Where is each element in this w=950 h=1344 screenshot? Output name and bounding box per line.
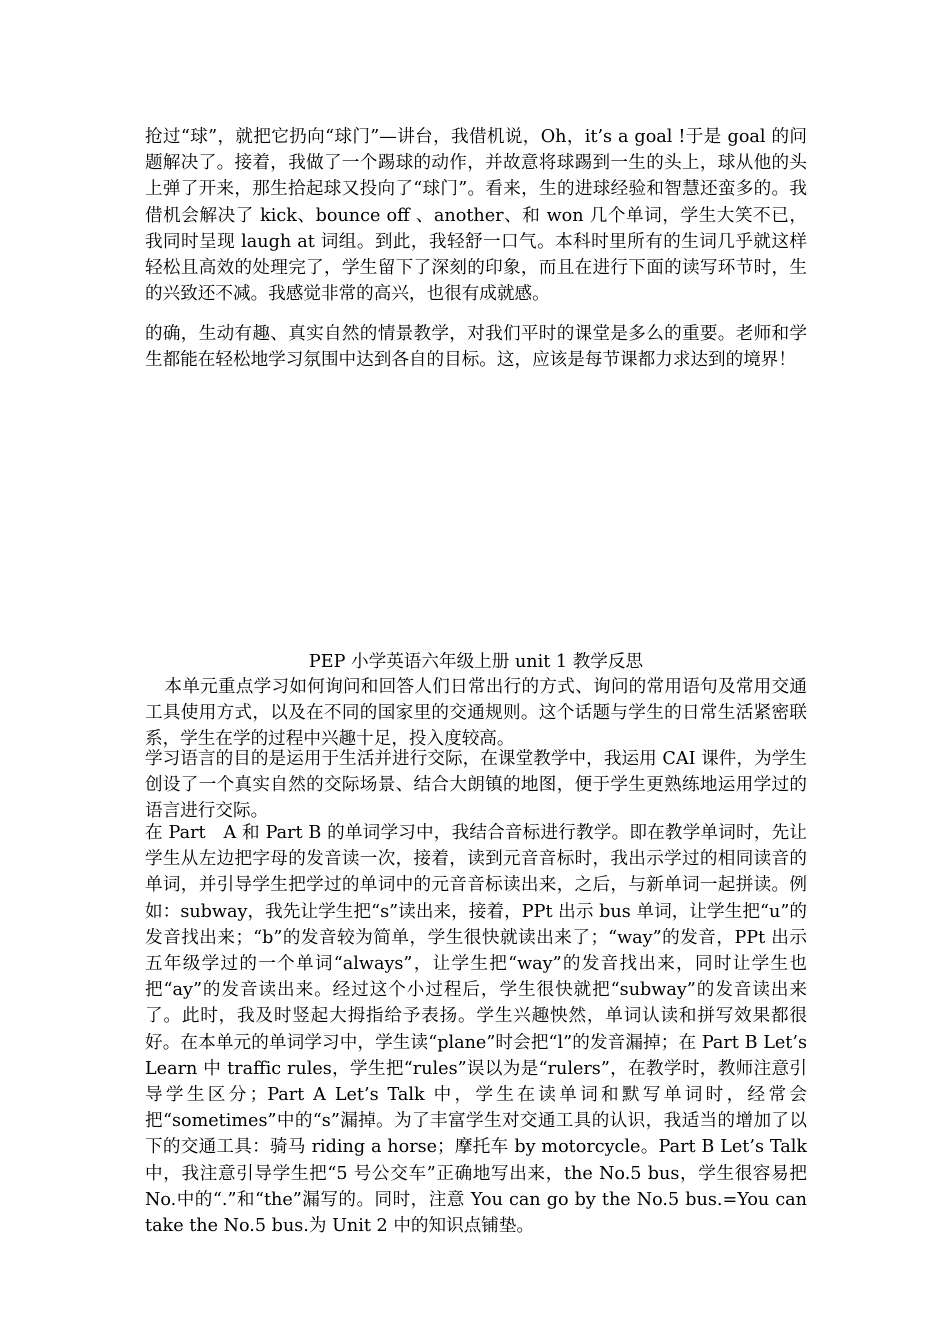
paragraph-goal-story: 抢过“球”，就把它扔向“球门”—讲台，我借机说，Oh，it’s a goal !于是 goal 的问题解决了。接着，我做了一个踢球的动作，并故意将球踢到一生的头上，球从他的头上弹了开来，那生拾起球又投向了“球门”。看来，生的进球经验和智慧还蛮多的。我借机会解决了 kick、bounce off 、another、和 won 几个单词，学生大笑不已，我同时呈现 laugh at 词组。到此，我轻舒一口气。本科时里所有的生词几乎就这样轻松且高效的处理完了，学生留下了深刻的印象，而且在进行下面的读写环节时，生的兴致还不减。我感觉非常的高兴，也很有成就感。 [145,127,807,305]
paragraph-language-purpose: 学习语言的目的是运用于生活并进行交际，在课堂教学中，我运用 CAI 课件，为学生创设了一个真实自然的交际场景、结合大朗镇的地图，便于学生更熟练地运用学过的语言进行交际。 [145,749,807,822]
paragraph-conclusion: 的确，生动有趣、真实自然的情景教学，对我们平时的课堂是多么的重要。老师和学生都能在轻松地学习氛围中达到各自的目标。这，应该是每节课都力求达到的境界！ [145,324,807,371]
paragraph-unit-overview: 本单元重点学习如何询问和回答人们日常出行的方式、询问的常用语句及常用交通工具使用方式，以及在不同的国家里的交通规则。这个话题与学生的日常生活紧密联系，学生在学的过程中兴趣十足，投入度较高。 [145,677,807,750]
document-title: PEP 小学英语六年级上册 unit 1 教学反思 [308,652,644,672]
paragraph-phonics-teaching: 在 Part A 和 Part B 的单词学习中，我结合音标进行教学。即在教学单词时，先让学生从左边把字母的发音读一次，接着，读到元音音标时，我出示学过的相同读音的单词，并引导学生把学过的单词中的元音音标读出来，之后，与新单词一起拼读。例如：subway，我先让学生把“s”读出来，接着，PPt 出示 bus 单词，让学生把“u”的发音找出来；“b”的发音较为简单，学生很快就读出来了；“way”的发音，PPt 出示五年级学过的一个单词“always”，让学生把“way”的发音找出来，同时让学生也把“ay”的发音读出来。经过这个小过程后，学生很快就把“subway”的发音读出来了。此时，我及时竖起大拇指给予表扬。学生兴趣怏然，单词认读和拼写效果都很好。在本单元的单词学习中，学生读“plane”时会把“l”的发音漏掉；在 Part B Let’s Learn 中 traffic rules，学生把“rules”误以为是“rulers”，在教学时，教师注意引导学生区分；Part A Let’s Talk 中，学生在读单词和默写单词时，经常会把“sometimes”中的“s”漏掉。为了丰富学生对交通工具的认识，我适当的增加了以下的交通工具：骑马 riding a horse；摩托车 by motorcycle。Part B Let’s Talk 中，我注意引导学生把“5 号公交车”正确地写出来，the No.5 bus，学生很容易把 No.中的“.”和“the”漏写的。同时，注意 You can go by the No.5 bus.=You can take the No.5 bus.为 Unit 2 中的知识点铺垫。 [145,823,807,1237]
